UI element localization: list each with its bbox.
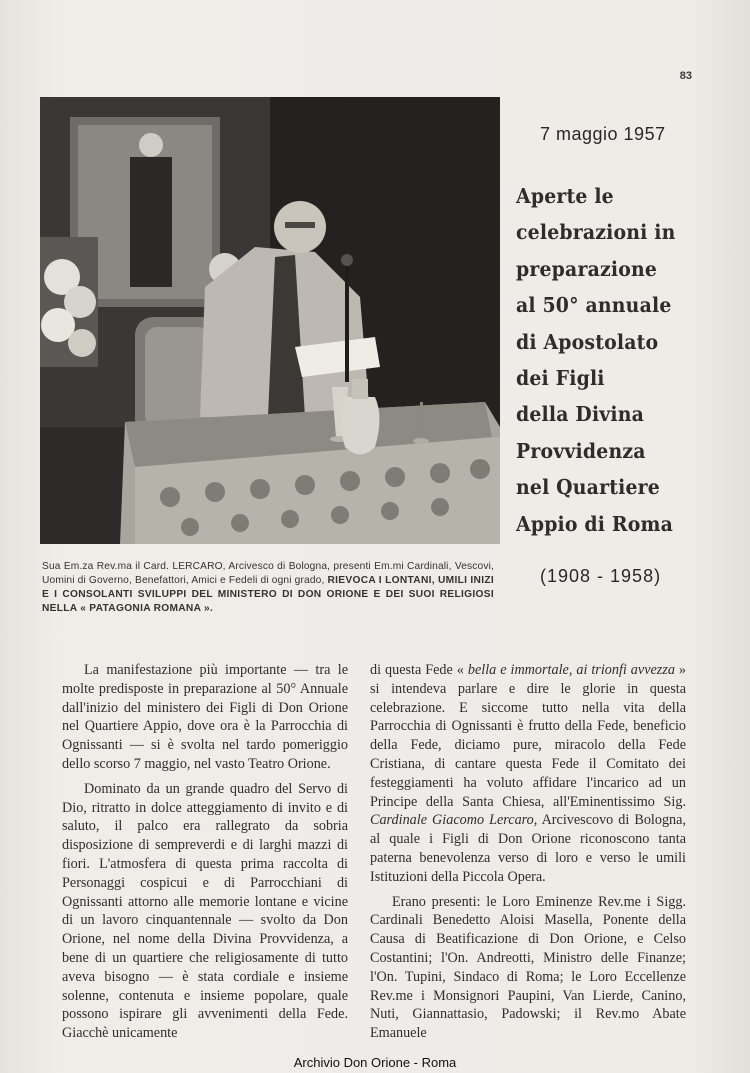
headline-line: celebrazioni in <box>516 220 676 245</box>
caption-intro: Sua Em.za Rev.ma il Card. LERCARO, Arcivesco di Bologna, presenti Em.mi Cardinali, Vescovi, Uomini di Governo, Benefattori, Amici e Fedeli di ogni grado, <box>42 561 494 586</box>
headline-line: Provvidenza <box>516 438 646 463</box>
headline-line: Aperte le <box>516 184 614 208</box>
photo-cardinal-speech <box>40 97 500 544</box>
body-paragraph <box>370 661 686 887</box>
body-paragraph: Erano presenti: le Loro Eminenze Rev.me i Sigg. Cardinali Benedetto Aloisi Masella, Ponente della Causa di Beatificazione di Don Orione, e Celso Costantini; l'On. Andreotti, Ministro delle Finanze; l'On. Tupini, Sindaco di Roma; le Loro Eccellenze Rev.me i Monsignori Paupini, Van Lierde, Canino, Nuti, Giannattasio, Padowski; il Rev.mo Abate Emanuele <box>370 893 686 1042</box>
headline-line: di Apostolato <box>516 329 659 354</box>
headline-line: preparazione <box>516 256 658 281</box>
photo-illustration <box>40 97 500 544</box>
body-column-left <box>62 661 348 1043</box>
archive-footer: Archivio Don Orione - Roma <box>293 1055 457 1070</box>
body-italic: bella e immortale, ai trionfi avvezza <box>467 662 675 678</box>
body-paragraph: Dominato da un grande quadro del Servo di Dio, ritratto in dolce atteggiamento di invito e di saluto, il palco era rallegrato da sobria disposizione di sempreverdi e di larghi mazzi di fiori. L'atmosfera di questa prima raccolta di Personaggi cospicui e di Parrocchiani di Ognissanti attorno alle memorie lontane e vicine di un lavoro cinquantennale — svolto da Don Orione, nel nome della Divina Provvidenza, a bene di un quartiere che religiosamente di tutto aveva bisogno — è stata cordiale e insieme solenne, contenuta e insieme popolare, quale possono ispirare gli avvenimenti della Fede. Giacchè unicamente <box>62 780 348 1042</box>
body-column-right <box>370 661 686 1043</box>
body-text: di questa Fede « <box>370 662 464 678</box>
body-italic: Cardinale Giacomo Lercaro <box>370 812 534 829</box>
body-text: , Arcivescovo di Bologna, al quale i Figli di Don Orione riconoscono tanta paterna benevolenza verso di loro e verso le umili Istituzioni della Piccola Opera. <box>370 812 687 885</box>
headline-line: al 50° annuale <box>516 293 672 318</box>
body-text: » si intendeva parlare e dire le glorie in questa celebrazione. E siccome tutto nella vita della Parrocchia di Ognissanti è frutto della Fede, beneficio della Fede, diciamo pure, miracolo della Fede Cristiana, di cantare questa Fede il Comitato dei festeggiamenti ha voluto affidare l'incarico ad un Principe della Santa Chiesa, all'Eminentissimo Sig. <box>370 662 687 810</box>
caption-caps: RIEVOCA I LONTANI, UMILI INIZI E I CONSOLANTI SVILUPPI DEL MINISTERO DI DON ORIONE E DEI SUOI RELIGIOSI NELLA « PATAGONIA ROMANA ». <box>42 575 494 614</box>
photo-caption <box>42 560 494 616</box>
body-paragraph: La manifestazione più importante — tra le molte predisposte in preparazione al 50° Annuale dall'inizio del ministero dei Figli di Don Orione nel Quartiere Appio, dove ora è la Parrocchia di Ognissanti — si è svolta nel tardo pomeriggio dello scorso 7 maggio, nel vasto Teatro Orione. <box>62 662 348 772</box>
headline-line: nel Quartiere <box>516 475 660 500</box>
anniversary-years: (1908 - 1958) <box>540 566 662 586</box>
article-date: 7 maggio 1957 <box>540 124 666 144</box>
headline-line: dei Figli <box>516 366 605 391</box>
headline-line: della Divina <box>516 402 645 427</box>
page-number: 83 <box>679 70 692 82</box>
headline-line: Appio di Roma <box>516 511 674 536</box>
article-headline <box>516 178 716 542</box>
